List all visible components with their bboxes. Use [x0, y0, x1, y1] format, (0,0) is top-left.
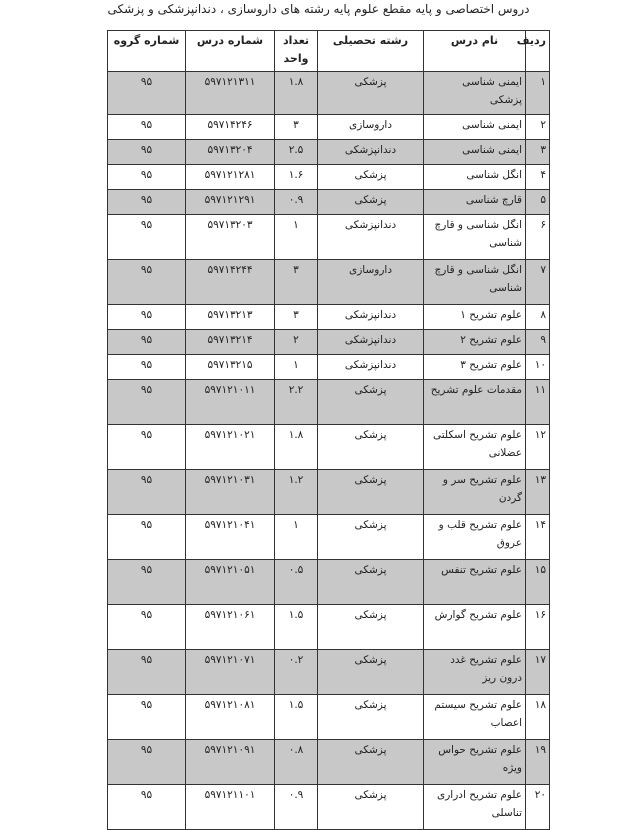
course-name-cell: علوم تشریح سر و گردن [424, 470, 526, 515]
group-number-cell: ۹۵ [108, 115, 186, 140]
table-row [108, 515, 550, 560]
unit-count-cell: ۰.۹ [275, 190, 318, 215]
row-number-cell: ۱۲ [526, 425, 550, 470]
header-unit-count: تعداد واحد [275, 31, 318, 72]
course-name-cell: علوم تشریح ۳ [424, 355, 526, 380]
table-row [108, 72, 550, 115]
row-number-cell: ۸ [526, 305, 550, 330]
course-code-cell: ۵۹۷۱۲۱۱۰۱ [186, 785, 275, 830]
row-number-cell: ۴ [526, 165, 550, 190]
table-header [108, 31, 550, 72]
course-code-cell: ۵۹۷۱۴۲۴۶ [186, 115, 275, 140]
field-of-study-cell: پزشکی [318, 605, 424, 650]
course-name-cell: قارچ شناسی [424, 190, 526, 215]
course-name-cell: علوم تشریح تنفس [424, 560, 526, 605]
field-of-study-cell: دندانپزشکی [318, 330, 424, 355]
unit-count-cell: ۲.۵ [275, 140, 318, 165]
header-row-number: ردیف [526, 31, 550, 72]
course-name-cell: علوم تشریح ۱ [424, 305, 526, 330]
group-number-cell: ۹۵ [108, 215, 186, 260]
course-code-cell: ۵۹۷۱۲۱۰۱۱ [186, 380, 275, 425]
field-of-study-cell: پزشکی [318, 470, 424, 515]
unit-count-cell: ۲.۲ [275, 380, 318, 425]
field-of-study-cell: پزشکی [318, 740, 424, 785]
row-number-cell: ۱۴ [526, 515, 550, 560]
row-number-cell: ۹ [526, 330, 550, 355]
table-row [108, 470, 550, 515]
course-name-cell: ایمنی شناسی [424, 115, 526, 140]
header-field-of-study: رشته تحصیلی [318, 31, 424, 72]
course-name-cell: انگل شناسی [424, 165, 526, 190]
row-number-cell: ۱۵ [526, 560, 550, 605]
course-code-cell: ۵۹۷۱۴۲۴۴ [186, 260, 275, 305]
course-code-cell: ۵۹۷۱۲۱۲۸۱ [186, 165, 275, 190]
row-number-cell: ۱ [526, 72, 550, 115]
row-number-cell: ۱۶ [526, 605, 550, 650]
unit-count-cell: ۱.۸ [275, 425, 318, 470]
unit-count-cell: ۱.۵ [275, 695, 318, 740]
group-number-cell: ۹۵ [108, 425, 186, 470]
unit-count-cell: ۳ [275, 305, 318, 330]
group-number-cell: ۹۵ [108, 650, 186, 695]
table-row [108, 785, 550, 830]
row-number-cell: ۱۹ [526, 740, 550, 785]
field-of-study-cell: پزشکی [318, 650, 424, 695]
field-of-study-cell: پزشکی [318, 560, 424, 605]
group-number-cell: ۹۵ [108, 165, 186, 190]
course-code-cell: ۵۹۷۱۲۱۰۹۱ [186, 740, 275, 785]
course-name-cell: انگل شناسی و قارچ شناسی [424, 260, 526, 305]
row-number-cell: ۱۸ [526, 695, 550, 740]
group-number-cell: ۹۵ [108, 515, 186, 560]
table-row [108, 695, 550, 740]
course-name-cell: علوم تشریح سیستم اعصاب [424, 695, 526, 740]
field-of-study-cell: پزشکی [318, 190, 424, 215]
document-title [0, 2, 637, 16]
course-code-cell: ۵۹۷۱۲۱۰۸۱ [186, 695, 275, 740]
field-of-study-cell: دندانپزشکی [318, 140, 424, 165]
course-code-cell: ۵۹۷۱۲۱۰۳۱ [186, 470, 275, 515]
course-code-cell: ۵۹۷۱۲۱۰۲۱ [186, 425, 275, 470]
unit-count-cell: ۲ [275, 330, 318, 355]
field-of-study-cell: دندانپزشکی [318, 305, 424, 330]
table-row [108, 425, 550, 470]
table-row [108, 165, 550, 190]
row-number-cell: ۳ [526, 140, 550, 165]
header-row [108, 31, 550, 72]
table-body [108, 72, 550, 830]
courses-table [107, 30, 550, 830]
table-row [108, 330, 550, 355]
field-of-study-cell: پزشکی [318, 515, 424, 560]
group-number-cell: ۹۵ [108, 470, 186, 515]
row-number-cell: ۷ [526, 260, 550, 305]
row-number-cell: ۱۷ [526, 650, 550, 695]
field-of-study-cell: پزشکی [318, 165, 424, 190]
unit-count-cell: ۱.۲ [275, 470, 318, 515]
course-name-cell: علوم تشریح گوارش [424, 605, 526, 650]
course-code-cell: ۵۹۷۱۲۱۰۷۱ [186, 650, 275, 695]
group-number-cell: ۹۵ [108, 260, 186, 305]
unit-count-cell: ۱.۵ [275, 605, 318, 650]
course-name-cell: مقدمات علوم تشریح [424, 380, 526, 425]
course-code-cell: ۵۹۷۱۳۲۱۳ [186, 305, 275, 330]
course-name-cell: علوم تشریح ۲ [424, 330, 526, 355]
header-group-number: شماره گروه [108, 31, 186, 72]
field-of-study-cell: داروسازی [318, 260, 424, 305]
unit-count-cell: ۰.۹ [275, 785, 318, 830]
course-code-cell: ۵۹۷۱۳۲۱۴ [186, 330, 275, 355]
course-name-cell: انگل شناسی و قارچ شناسی [424, 215, 526, 260]
course-code-cell: ۵۹۷۱۲۱۳۱۱ [186, 72, 275, 115]
group-number-cell: ۹۵ [108, 72, 186, 115]
field-of-study-cell: پزشکی [318, 72, 424, 115]
group-number-cell: ۹۵ [108, 605, 186, 650]
header-course-code: شماره درس [186, 31, 275, 72]
group-number-cell: ۹۵ [108, 355, 186, 380]
course-name-cell: علوم تشریح اسکلتی عضلانی [424, 425, 526, 470]
row-number-cell: ۱۱ [526, 380, 550, 425]
table-row [108, 140, 550, 165]
group-number-cell: ۹۵ [108, 740, 186, 785]
row-number-cell: ۱۰ [526, 355, 550, 380]
unit-count-cell: ۰.۵ [275, 560, 318, 605]
course-name-cell: ایمنی شناسی پزشکی [424, 72, 526, 115]
row-number-cell: ۱۳ [526, 470, 550, 515]
unit-count-cell: ۰.۸ [275, 740, 318, 785]
unit-count-cell: ۱ [275, 355, 318, 380]
course-code-cell: ۵۹۷۱۲۱۰۵۱ [186, 560, 275, 605]
table-row [108, 305, 550, 330]
field-of-study-cell: دندانپزشکی [318, 355, 424, 380]
course-name-cell: ایمنی شناسی [424, 140, 526, 165]
unit-count-cell: ۱.۸ [275, 72, 318, 115]
group-number-cell: ۹۵ [108, 380, 186, 425]
course-code-cell: ۵۹۷۱۲۱۲۹۱ [186, 190, 275, 215]
group-number-cell: ۹۵ [108, 785, 186, 830]
course-code-cell: ۵۹۷۱۲۱۰۴۱ [186, 515, 275, 560]
group-number-cell: ۹۵ [108, 140, 186, 165]
group-number-cell: ۹۵ [108, 560, 186, 605]
row-number-cell: ۶ [526, 215, 550, 260]
field-of-study-cell: پزشکی [318, 425, 424, 470]
table-row [108, 560, 550, 605]
table-row [108, 380, 550, 425]
header-course-name: نام درس [424, 31, 526, 72]
table-row [108, 260, 550, 305]
table-row [108, 650, 550, 695]
group-number-cell: ۹۵ [108, 305, 186, 330]
table-row [108, 355, 550, 380]
group-number-cell: ۹۵ [108, 190, 186, 215]
field-of-study-cell: دندانپزشکی [318, 215, 424, 260]
unit-count-cell: ۳ [275, 115, 318, 140]
field-of-study-cell: داروسازی [318, 115, 424, 140]
course-name-cell: علوم تشریح غدد درون ریز [424, 650, 526, 695]
course-name-cell: علوم تشریح ادراری تناسلی [424, 785, 526, 830]
course-name-cell: علوم تشریح قلب و عروق [424, 515, 526, 560]
group-number-cell: ۹۵ [108, 695, 186, 740]
course-code-cell: ۵۹۷۱۲۱۰۶۱ [186, 605, 275, 650]
field-of-study-cell: پزشکی [318, 785, 424, 830]
row-number-cell: ۲ [526, 115, 550, 140]
unit-count-cell: ۰.۲ [275, 650, 318, 695]
unit-count-cell: ۱.۶ [275, 165, 318, 190]
row-number-cell: ۲۰ [526, 785, 550, 830]
table-row [108, 115, 550, 140]
document-title-line: دروس اختصاصی و پایه مقطع علوم پایه رشته های داروسازی ، دندانپزشکی و پزشکی [107, 2, 530, 16]
unit-count-cell: ۱ [275, 515, 318, 560]
table-row [108, 215, 550, 260]
course-code-cell: ۵۹۷۱۳۲۰۳ [186, 215, 275, 260]
field-of-study-cell: پزشکی [318, 380, 424, 425]
table-row [108, 605, 550, 650]
course-code-cell: ۵۹۷۱۳۲۰۴ [186, 140, 275, 165]
unit-count-cell: ۱ [275, 215, 318, 260]
course-code-cell: ۵۹۷۱۳۲۱۵ [186, 355, 275, 380]
unit-count-cell: ۳ [275, 260, 318, 305]
table-row [108, 740, 550, 785]
field-of-study-cell: پزشکی [318, 695, 424, 740]
group-number-cell: ۹۵ [108, 330, 186, 355]
row-number-cell: ۵ [526, 190, 550, 215]
table-row [108, 190, 550, 215]
course-name-cell: علوم تشریح حواس ویژه [424, 740, 526, 785]
